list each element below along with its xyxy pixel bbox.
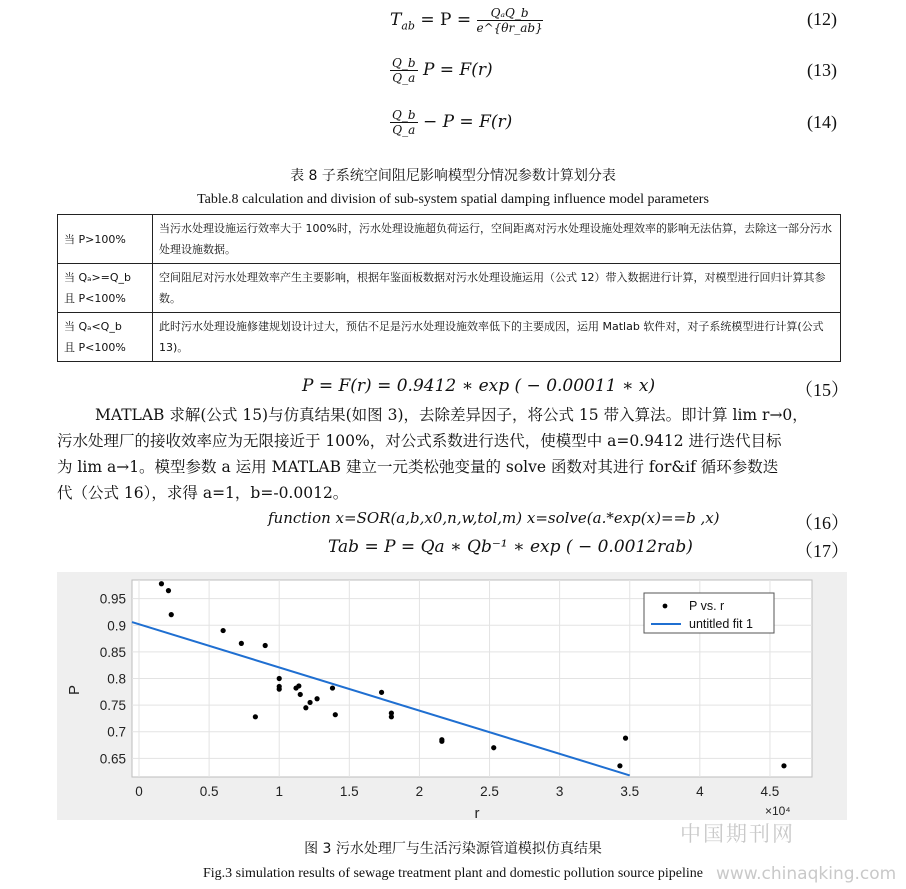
table-cell-cond bbox=[58, 313, 153, 362]
data-point bbox=[166, 588, 171, 593]
paragraph-line: 为 lim a→1。模型参数 a 运用 MATLAB 建立一元类松弛变量的 solve 函数对其进行 for&if 循环参数迭 bbox=[57, 458, 779, 476]
data-point bbox=[379, 690, 384, 695]
equation-14-number: (14) bbox=[807, 112, 837, 132]
paragraph-line: 代（公式 16），求得 a=1，b=-0.0012。 bbox=[57, 484, 349, 502]
data-point bbox=[781, 763, 786, 768]
x-tick-label: 4 bbox=[696, 784, 704, 799]
table8-title-cn: 表 8 子系统空间阻尼影响模型分情况参数计算划分表 bbox=[290, 168, 616, 184]
table-cell-desc: 当污水处理设施运行效率大于 100%时，污水处理设施超负荷运行，空间距离对污水处理设施处理效率的影响无法估算，去除这一部分污水处理设施数据。 bbox=[153, 215, 841, 264]
y-tick-label: 0.95 bbox=[99, 591, 126, 607]
table-cell-cond bbox=[58, 264, 153, 313]
x-tick-label: 3.5 bbox=[620, 784, 640, 799]
y-tick-label: 0.8 bbox=[107, 671, 126, 687]
body-paragraph bbox=[57, 402, 857, 506]
table-cell-cond bbox=[58, 215, 153, 264]
data-point bbox=[253, 714, 258, 719]
watermark-cn: 中国期刊网 bbox=[680, 822, 795, 846]
eq12-lhs: T bbox=[390, 10, 402, 30]
eq12-lhs-sub: ab bbox=[401, 19, 415, 33]
data-point bbox=[307, 700, 312, 705]
eq14-frac-den: Q_a bbox=[392, 123, 416, 137]
watermark-url: www.chinaqking.com bbox=[716, 864, 897, 884]
y-tick-label: 0.9 bbox=[107, 618, 126, 634]
cond-line: 当 Qₐ<Q_b bbox=[64, 320, 122, 333]
table-row bbox=[58, 215, 841, 264]
equation-17: Tab = P = Qa ∗ Qb⁻¹ ∗ exp ( − 0.0012rab) bbox=[328, 537, 693, 557]
y-axis-label: P bbox=[66, 684, 83, 696]
data-point bbox=[314, 696, 319, 701]
eq13-frac-num: Q_b bbox=[392, 56, 416, 70]
eq12-frac-num: QₐQ_b bbox=[477, 6, 543, 21]
data-point bbox=[221, 628, 226, 633]
cond-line: 当 P>100% bbox=[64, 232, 126, 246]
equation-12-number: (12) bbox=[807, 9, 837, 29]
equation-16-number: （16） bbox=[795, 513, 849, 533]
cond-line: 当 Qₐ>=Q_b bbox=[64, 271, 132, 284]
legend-label-fit: untitled fit 1 bbox=[689, 617, 753, 631]
cond-line: 且 P<100% bbox=[64, 341, 126, 354]
chart-legend bbox=[644, 593, 774, 633]
table-cell-desc: 空间阻尼对污水处理效率产生主要影响，根据年鉴面板数据对污水处理设施运用（公式 12）带入数据进行计算，对模型进行回归计算其参数。 bbox=[153, 264, 841, 313]
equation-15-number: （15） bbox=[795, 380, 849, 400]
equation-13 bbox=[390, 56, 493, 85]
data-point bbox=[491, 745, 496, 750]
data-point bbox=[389, 714, 394, 719]
x-tick-label: 1.5 bbox=[339, 784, 359, 799]
data-point bbox=[623, 736, 628, 741]
legend-label-points: P vs. r bbox=[689, 599, 725, 613]
legend-marker-points bbox=[663, 604, 668, 609]
data-point bbox=[169, 612, 174, 617]
x-tick-label: 2.5 bbox=[480, 784, 499, 799]
data-point bbox=[277, 676, 282, 681]
x-tick-label: 0 bbox=[135, 784, 143, 799]
table8-title-en: Table.8 calculation and division of sub-system spatial damping influence model parameters bbox=[197, 192, 709, 207]
data-point bbox=[298, 692, 303, 697]
equation-14 bbox=[390, 108, 512, 137]
x-tick-label: 1 bbox=[275, 784, 283, 799]
data-point bbox=[333, 712, 338, 717]
y-tick-label: 0.75 bbox=[99, 698, 126, 714]
figure-caption-cn: 图 3 污水处理厂与生活污染源管道模拟仿真结果 bbox=[304, 841, 602, 857]
eq12-frac-den: e^{θr_ab} bbox=[476, 21, 543, 35]
data-point bbox=[296, 683, 301, 688]
paragraph-line: 污水处理厂的接收效率应为无限接近于 100%，对公式系数进行迭代，使模型中 a=0.9412 进行迭代目标 bbox=[57, 432, 782, 450]
data-point bbox=[263, 643, 268, 648]
table-row bbox=[58, 264, 841, 313]
x-axis-exponent: ×10⁴ bbox=[765, 804, 791, 818]
y-tick-label: 0.7 bbox=[107, 724, 126, 740]
table8 bbox=[57, 214, 841, 362]
scatter-chart bbox=[57, 572, 847, 820]
x-axis-label: r bbox=[474, 805, 480, 820]
y-tick-label: 0.85 bbox=[99, 644, 126, 660]
figure-caption-en: Fig.3 simulation results of sewage treatment plant and domestic pollution source pipeline bbox=[202, 866, 703, 881]
equation-15: P = F(r) = 0.9412 ∗ exp ( − 0.00011 ∗ x) bbox=[302, 376, 656, 396]
equation-17-number: （17） bbox=[795, 541, 849, 561]
equation-13-number: (13) bbox=[807, 60, 837, 80]
equation-12 bbox=[390, 6, 543, 35]
data-point bbox=[303, 705, 308, 710]
eq13-rest: P = F(r) bbox=[422, 60, 493, 80]
x-tick-label: 2 bbox=[415, 784, 424, 799]
cond-line: 且 P<100% bbox=[64, 292, 126, 305]
eq13-frac-den: Q_a bbox=[392, 71, 416, 85]
y-tick-label: 0.65 bbox=[99, 751, 126, 767]
x-tick-label: 3 bbox=[555, 784, 564, 799]
equation-16: function x=SOR(a,b,x0,n,w,tol,m) x=solve(a.*exp(x)==b ,x) bbox=[268, 509, 720, 527]
eq12-mid: = P = bbox=[420, 10, 472, 30]
table-cell-desc: 此时污水处理设施修建规划设计过大，预估不足是污水处理设施效率低下的主要成因，运用 Matlab 软件对，对子系统模型进行计算(公式 13)。 bbox=[153, 313, 841, 362]
x-tick-label: 4.5 bbox=[760, 784, 780, 799]
data-point bbox=[439, 739, 444, 744]
data-point bbox=[159, 581, 164, 586]
data-point bbox=[277, 687, 282, 692]
data-point bbox=[617, 763, 622, 768]
eq14-rest: − P = F(r) bbox=[422, 112, 513, 132]
eq14-frac-num: Q_b bbox=[392, 108, 416, 122]
x-tick-label: 0.5 bbox=[199, 784, 219, 799]
paragraph-line: MATLAB 求解(公式 15)与仿真结果(如图 3)，去除差异因子，将公式 15 带入算法。即计算 lim r→0， bbox=[95, 406, 808, 424]
data-point bbox=[239, 641, 244, 646]
data-point bbox=[330, 685, 335, 690]
table-row bbox=[58, 313, 841, 362]
